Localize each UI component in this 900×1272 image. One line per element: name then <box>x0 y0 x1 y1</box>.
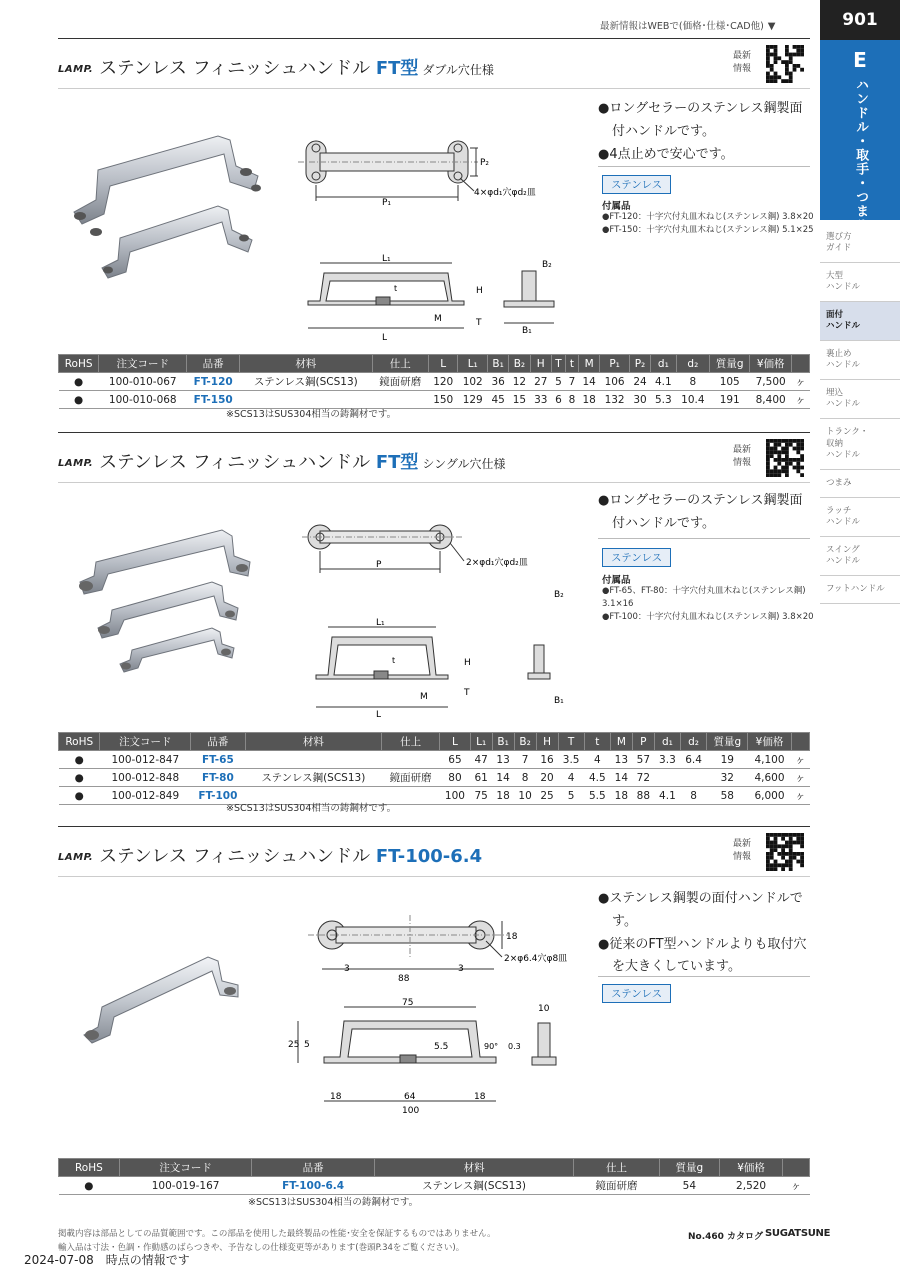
svg-text:B₁: B₁ <box>522 326 532 336</box>
table-header: 注文コード <box>99 355 187 373</box>
table-header: 品番 <box>187 355 240 373</box>
divider <box>598 538 810 539</box>
table-cell: 5 <box>551 373 565 391</box>
table-cell: 7 <box>514 751 536 769</box>
table-cell: ステンレス鋼(SCS13) <box>245 769 381 787</box>
subtitle: ダブル穴仕様 <box>422 63 494 77</box>
svg-text:64: 64 <box>404 1092 416 1102</box>
table-row <box>59 373 810 391</box>
table-header: 材料 <box>374 1159 574 1177</box>
table-header: L₁ <box>458 355 488 373</box>
table-header: H <box>530 355 551 373</box>
sidebar-item[interactable]: 選び方 ガイド <box>820 224 900 263</box>
table-cell: 4,600 <box>748 769 791 787</box>
feature-list <box>598 98 808 166</box>
table-cell: 5 <box>558 787 584 805</box>
table-header <box>783 1159 810 1177</box>
table-cell[interactable]: FT-100 <box>191 787 245 805</box>
svg-text:18: 18 <box>506 932 518 942</box>
table-cell: 4.5 <box>584 769 610 787</box>
table-cell: 100 <box>440 787 470 805</box>
table-cell <box>382 751 440 769</box>
qr-code-icon[interactable] <box>766 833 804 871</box>
svg-text:t: t <box>392 656 396 665</box>
table-cell: 32 <box>707 769 748 787</box>
table-cell: 5.3 <box>651 391 676 409</box>
table-header: L₁ <box>470 733 492 751</box>
table-cell: 65 <box>440 751 470 769</box>
latest-info-label: 最新 情報 <box>733 445 752 468</box>
table-header: t <box>584 733 610 751</box>
table-cell: 13 <box>610 751 632 769</box>
table-header: 質量g <box>707 733 748 751</box>
table-cell: 10.4 <box>676 391 710 409</box>
svg-text:2×φd₁穴φd₂皿: 2×φd₁穴φd₂皿 <box>466 558 528 568</box>
table-cell: ヶ <box>791 751 809 769</box>
table-cell: 4,100 <box>748 751 791 769</box>
section-ft-100-6-4 <box>58 826 810 1216</box>
feature-list <box>598 888 810 979</box>
table-cell: 鏡面研磨 <box>372 373 428 391</box>
svg-text:5.5: 5.5 <box>434 1042 449 1052</box>
footer-disclaimer: 掲載内容は部品としての品質範囲です。この部品を使用した最終製品の性能･安全を保証するものではありません。 輸入品は寸法・色調・作動感のばらつきや、予告なしの仕様変更等があります(巻頭P.34をご覧ください)。 <box>58 1229 496 1253</box>
table-note: ※SCS13はSUS304相当の鋳鋼材です。 <box>226 409 397 420</box>
table-cell: 鏡面研磨 <box>382 769 440 787</box>
table-cell: 132 <box>600 391 630 409</box>
table-header: 注文コード <box>119 1159 252 1177</box>
table-header: T <box>558 733 584 751</box>
table-cell <box>680 769 706 787</box>
table-cell: 8,400 <box>750 391 792 409</box>
table-row <box>59 1177 810 1195</box>
table-note: ※SCS13はSUS304相当の鋳鋼材です。 <box>226 803 397 814</box>
table-cell: 8 <box>680 787 706 805</box>
table-header: P <box>632 733 654 751</box>
table-header: 仕上 <box>382 733 440 751</box>
brand-logo: SUGATSUNE <box>765 1228 831 1239</box>
table-cell: 25 <box>536 787 558 805</box>
lamp-logo: LAMP. <box>58 852 94 863</box>
table-cell[interactable]: FT-65 <box>191 751 245 769</box>
table-header: RoHS <box>59 1159 120 1177</box>
section-title: LAMP. ステンレス フィニッシュハンドル FT型 シングル穴仕様 <box>58 452 506 473</box>
triangle-down-icon: ▼ <box>767 21 776 32</box>
table-cell[interactable]: FT-80 <box>191 769 245 787</box>
table-cell: 33 <box>530 391 551 409</box>
table-cell: 36 <box>487 373 508 391</box>
sidebar <box>820 0 900 1272</box>
table-cell: 24 <box>629 373 650 391</box>
table-header: H <box>536 733 558 751</box>
table-cell: ヶ <box>783 1177 810 1195</box>
section-title: LAMP. ステンレス フィニッシュハンドル FT-100-6.4 <box>58 846 483 867</box>
table-cell: 106 <box>600 373 630 391</box>
svg-text:L: L <box>376 710 382 720</box>
table-cell: ● <box>59 391 99 409</box>
table-header: T <box>551 355 565 373</box>
table-header: P₁ <box>600 355 630 373</box>
table-note: ※SCS13はSUS304相当の鋳鋼材です。 <box>248 1197 419 1208</box>
table-header <box>792 355 810 373</box>
table-cell: 4.1 <box>654 787 680 805</box>
table-cell: 45 <box>487 391 508 409</box>
table-cell: ● <box>59 787 100 805</box>
svg-text:L₁: L₁ <box>382 254 391 264</box>
table-header: B₁ <box>492 733 514 751</box>
latest-info-label: 最新 情報 <box>733 51 752 74</box>
svg-text:M: M <box>434 314 442 324</box>
page-number: 901 <box>820 0 900 40</box>
table-cell: 18 <box>492 787 514 805</box>
material-badge: ステンレス <box>602 548 671 567</box>
table-header: M <box>579 355 600 373</box>
table-cell: 14 <box>579 373 600 391</box>
table-cell: 100-012-847 <box>100 751 191 769</box>
sidebar-nav <box>820 224 900 604</box>
table-cell: 鏡面研磨 <box>574 1177 659 1195</box>
svg-text:88: 88 <box>398 974 410 984</box>
table-cell: 13 <box>492 751 514 769</box>
table-header: 仕上 <box>372 355 428 373</box>
table-header: 材料 <box>240 355 372 373</box>
category-letter: E <box>853 48 867 72</box>
table-cell: 14 <box>492 769 514 787</box>
table-cell: 6,000 <box>748 787 791 805</box>
svg-text:T: T <box>476 318 482 328</box>
table-cell <box>654 769 680 787</box>
table-cell: 120 <box>428 373 458 391</box>
svg-text:P: P <box>376 560 382 570</box>
table-header: M <box>610 733 632 751</box>
table-cell: 75 <box>470 787 492 805</box>
table-cell: 8 <box>676 373 710 391</box>
svg-text:5: 5 <box>304 1040 310 1050</box>
table-cell: 72 <box>632 769 654 787</box>
divider <box>598 166 810 167</box>
table-cell: 4.1 <box>651 373 676 391</box>
sidebar-item[interactable]: 大型 ハンドル <box>820 263 900 302</box>
section-title: LAMP. ステンレス フィニッシュハンドル FT型 ダブル穴仕様 <box>58 58 494 79</box>
divider <box>58 876 810 877</box>
feature-item: ●ロングセラーのステンレス鋼製面付ハンドルです。 <box>598 101 803 139</box>
sidebar-item[interactable]: つまみ <box>820 470 900 498</box>
svg-text:t: t <box>394 284 398 293</box>
divider <box>598 976 810 977</box>
sidebar-item[interactable]: フットハンドル <box>820 576 900 604</box>
table-cell: 47 <box>470 751 492 769</box>
table-header: RoHS <box>59 355 99 373</box>
table-header: RoHS <box>59 733 100 751</box>
table-cell: ● <box>59 1177 120 1195</box>
table-cell: 4 <box>584 751 610 769</box>
sidebar-item[interactable]: 裏止め ハンドル <box>820 341 900 380</box>
table-row <box>59 787 810 805</box>
svg-text:25: 25 <box>288 1040 300 1050</box>
sidebar-item[interactable]: スイング ハンドル <box>820 537 900 576</box>
spec-table <box>58 1158 810 1195</box>
table-cell: 150 <box>428 391 458 409</box>
table-cell: 58 <box>707 787 748 805</box>
table-cell: 80 <box>440 769 470 787</box>
table-header: d₁ <box>654 733 680 751</box>
table-cell: 54 <box>659 1177 719 1195</box>
feature-item: ●4点止めで安心です。 <box>598 146 734 162</box>
table-cell[interactable]: FT-120 <box>187 373 240 391</box>
table-row <box>59 769 810 787</box>
svg-text:B₂: B₂ <box>554 590 564 600</box>
table-cell: ステンレス鋼(SCS13) <box>240 373 372 391</box>
svg-text:18: 18 <box>330 1092 342 1102</box>
svg-text:B₁: B₁ <box>554 696 564 706</box>
technical-drawing <box>288 911 588 1131</box>
table-header: 質量g <box>659 1159 719 1177</box>
table-header: B₂ <box>509 355 530 373</box>
feature-item: ●ロングセラーのステンレス鋼製面付ハンドルです。 <box>598 493 803 531</box>
catalog-number: No.460 カタログ <box>688 1232 764 1242</box>
table-cell: 2,520 <box>720 1177 783 1195</box>
svg-text:4×φd₁穴φd₂皿: 4×φd₁穴φd₂皿 <box>474 188 536 198</box>
table-cell: ● <box>59 373 99 391</box>
accessory-list: ●FT-65、FT-80：十字穴付丸皿木ねじ(ステンレス鋼) 3.1×16 ●FT-100：十字穴付丸皿木ねじ(ステンレス鋼) 3.8×20 <box>602 586 814 623</box>
table-cell: 100-010-068 <box>99 391 187 409</box>
svg-text:3: 3 <box>458 964 464 974</box>
table-cell: 7 <box>565 373 578 391</box>
table-cell: 88 <box>632 787 654 805</box>
table-cell: 4 <box>558 769 584 787</box>
svg-text:18: 18 <box>474 1092 486 1102</box>
svg-text:0.3: 0.3 <box>508 1042 521 1051</box>
svg-text:P₁: P₁ <box>382 198 392 208</box>
qr-code-icon[interactable] <box>766 45 804 83</box>
sidebar-item[interactable]: 埋込 ハンドル <box>820 380 900 419</box>
sidebar-item[interactable]: ラッチ ハンドル <box>820 498 900 537</box>
feature-list <box>598 490 808 536</box>
svg-text:H: H <box>464 658 471 668</box>
svg-text:75: 75 <box>402 998 414 1008</box>
svg-text:T: T <box>464 688 470 698</box>
svg-text:L₁: L₁ <box>376 618 385 628</box>
section-rule <box>58 826 810 827</box>
svg-text:B₂: B₂ <box>542 260 552 270</box>
table-header: d₁ <box>651 355 676 373</box>
table-header: 品番 <box>191 733 245 751</box>
svg-text:90°: 90° <box>484 1042 499 1051</box>
table-header: 注文コード <box>100 733 191 751</box>
divider <box>58 482 810 483</box>
web-info-note[interactable]: 最新情報はWEBで(価格･仕様･CAD他) ▼ <box>600 21 776 32</box>
accessory-title: 付属品 <box>602 575 631 586</box>
table-header: d₂ <box>676 355 710 373</box>
svg-text:H: H <box>476 286 483 296</box>
table-cell: 3.3 <box>654 751 680 769</box>
table-cell: 19 <box>707 751 748 769</box>
table-header: B₂ <box>514 733 536 751</box>
table-cell: ● <box>59 769 100 787</box>
table-header: L <box>440 733 470 751</box>
sidebar-item[interactable]: トランク・ 収納 ハンドル <box>820 419 900 469</box>
svg-text:100: 100 <box>402 1106 420 1116</box>
table-cell: 105 <box>710 373 750 391</box>
table-cell: 57 <box>632 751 654 769</box>
divider <box>58 88 810 89</box>
section-rule <box>58 432 810 433</box>
table-header <box>791 733 809 751</box>
lamp-logo: LAMP. <box>58 458 94 469</box>
table-cell: 100-019-167 <box>119 1177 252 1195</box>
svg-text:P₂: P₂ <box>480 158 490 168</box>
svg-text:L: L <box>382 333 388 343</box>
svg-text:M: M <box>420 692 428 702</box>
table-header: B₁ <box>487 355 508 373</box>
section-ft-double <box>58 38 814 428</box>
subtitle: シングル穴仕様 <box>422 457 506 471</box>
table-cell: 8 <box>565 391 578 409</box>
table-cell: 6.4 <box>680 751 706 769</box>
category-label: ハンドル・取手・つまみ <box>853 78 869 232</box>
table-cell: 102 <box>458 373 488 391</box>
table-header: ¥価格 <box>750 355 792 373</box>
category-tab[interactable] <box>820 40 900 232</box>
feature-item: ●ステンレス鋼製の面付ハンドルです。 <box>598 891 803 929</box>
table-header: L <box>428 355 458 373</box>
info-date: 2024-07-08 時点の情報です <box>24 1253 190 1267</box>
table-header: P₂ <box>629 355 650 373</box>
sidebar-item[interactable]: 面付 ハンドル <box>820 302 900 341</box>
accessory-title: 付属品 <box>602 201 631 212</box>
table-cell[interactable]: FT-100-6.4 <box>252 1177 374 1195</box>
table-cell: ヶ <box>792 373 810 391</box>
qr-code-icon[interactable] <box>766 439 804 477</box>
table-cell: ● <box>59 751 100 769</box>
table-header: 材料 <box>245 733 381 751</box>
table-header: d₂ <box>680 733 706 751</box>
feature-item: ●従来のFT型ハンドルよりも取付穴を大きくしています。 <box>598 936 807 975</box>
table-cell: 30 <box>629 391 650 409</box>
table-cell: 100-012-849 <box>100 787 191 805</box>
model-name: FT型 <box>375 58 419 79</box>
table-cell: ヶ <box>791 769 809 787</box>
table-header: ¥価格 <box>720 1159 783 1177</box>
handle-photo <box>72 522 262 672</box>
table-header: 仕上 <box>574 1159 659 1177</box>
table-cell: 10 <box>514 787 536 805</box>
spec-table <box>58 732 810 805</box>
table-cell: ヶ <box>791 787 809 805</box>
table-header: t <box>565 355 578 373</box>
model-name: FT-100-6.4 <box>375 846 483 867</box>
table-row <box>59 391 810 409</box>
table-cell: 6 <box>551 391 565 409</box>
accessory-list: ●FT-120：十字穴付丸皿木ねじ(ステンレス鋼) 3.8×20 ●FT-150：十字穴付丸皿木ねじ(ステンレス鋼) 5.1×25 <box>602 212 814 236</box>
model-name: FT型 <box>375 452 419 473</box>
table-cell: 100-012-848 <box>100 769 191 787</box>
table-cell: 191 <box>710 391 750 409</box>
table-cell: ステンレス鋼(SCS13) <box>374 1177 574 1195</box>
handle-photo <box>68 128 258 278</box>
table-cell: 129 <box>458 391 488 409</box>
svg-text:3: 3 <box>344 964 350 974</box>
spec-table <box>58 354 810 409</box>
table-cell: 5.5 <box>584 787 610 805</box>
table-cell: ヶ <box>792 391 810 409</box>
table-cell: 27 <box>530 373 551 391</box>
table-header: 品番 <box>252 1159 374 1177</box>
lamp-logo: LAMP. <box>58 64 94 75</box>
table-cell[interactable]: FT-150 <box>187 391 240 409</box>
material-badge: ステンレス <box>602 175 671 194</box>
table-cell: 8 <box>514 769 536 787</box>
section-ft-single <box>58 432 814 822</box>
svg-text:10: 10 <box>538 1004 550 1014</box>
table-cell: 100-010-067 <box>99 373 187 391</box>
table-header: 質量g <box>710 355 750 373</box>
table-cell: 14 <box>610 769 632 787</box>
table-cell: 12 <box>509 373 530 391</box>
latest-info-label: 最新 情報 <box>733 839 752 862</box>
svg-text:2×φ6.4穴φ8皿: 2×φ6.4穴φ8皿 <box>504 954 568 964</box>
table-cell: 16 <box>536 751 558 769</box>
table-header: ¥価格 <box>748 733 791 751</box>
table-cell: 15 <box>509 391 530 409</box>
table-cell: 18 <box>579 391 600 409</box>
material-badge: ステンレス <box>602 984 671 1003</box>
technical-drawing <box>298 133 578 343</box>
table-cell: 18 <box>610 787 632 805</box>
table-cell <box>245 751 381 769</box>
table-cell: 7,500 <box>750 373 792 391</box>
table-row <box>59 751 810 769</box>
handle-photo <box>78 951 258 1051</box>
table-cell: 3.5 <box>558 751 584 769</box>
technical-drawing <box>302 517 582 720</box>
table-cell: 61 <box>470 769 492 787</box>
section-rule <box>58 38 810 39</box>
table-cell: 20 <box>536 769 558 787</box>
